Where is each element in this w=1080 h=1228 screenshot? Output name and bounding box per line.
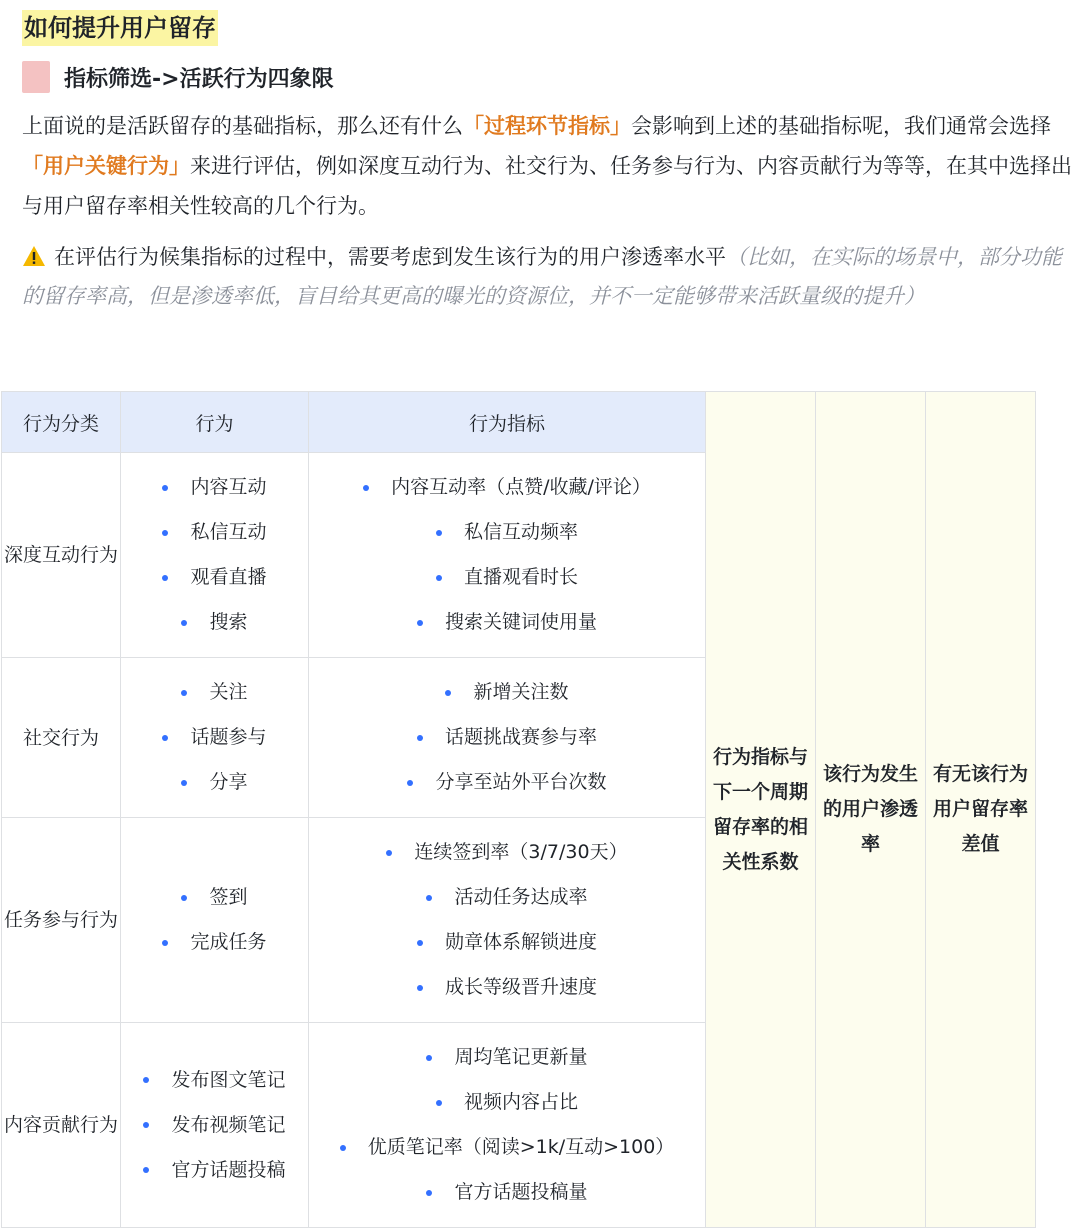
list-item: 分享至站外平台次数 <box>309 760 705 805</box>
merged-metric-cell: 该行为发生的用户渗透率 <box>816 392 926 1228</box>
behaviors-list <box>121 453 308 657</box>
note-text: 在评估行为候集指标的过程中，需要考虑到发生该行为的用户渗透率水平 <box>54 245 726 269</box>
list-item: 私信互动频率 <box>309 510 705 555</box>
paragraph-text-1: 上面说的是活跃留存的基础指标，那么还有什么 <box>22 114 463 138</box>
warning-note <box>22 238 1072 316</box>
category-cell: 任务参与行为 <box>2 818 121 1023</box>
metrics-cell <box>309 818 706 1023</box>
list-item: 发布视频笔记 <box>121 1103 308 1148</box>
list-item: 发布图文笔记 <box>121 1058 308 1103</box>
behaviors-cell <box>121 658 309 818</box>
list-item: 私信互动 <box>121 510 308 555</box>
paragraph-text-3: 来进行评估，例如深度互动行为、社交行为、任务参与行为、内容贡献行为等等，在其中选择出与用户留存率相关性较高的几个行为。 <box>22 154 1072 218</box>
list-item: 内容互动 <box>121 465 308 510</box>
heading-marker <box>22 61 50 93</box>
behaviors-cell <box>121 1023 309 1228</box>
list-item: 完成任务 <box>121 920 308 965</box>
highlight-key-behaviors: 「用户关键行为」 <box>22 154 190 178</box>
merged-metric-cell: 行为指标与下一个周期留存率的相关性系数 <box>706 392 816 1228</box>
behavior-table <box>1 391 1036 1228</box>
page-title: 如何提升用户留存 <box>22 10 218 46</box>
list-item: 分享 <box>121 760 308 805</box>
document <box>22 10 1072 316</box>
list-item: 签到 <box>121 875 308 920</box>
list-item: 搜索 <box>121 600 308 645</box>
metrics-cell <box>309 658 706 818</box>
metrics-cell <box>309 453 706 658</box>
list-item: 勋章体系解锁进度 <box>309 920 705 965</box>
section-heading <box>22 60 1072 94</box>
list-item: 周均笔记更新量 <box>309 1035 705 1080</box>
paragraph-text-2: 会影响到上述的基础指标呢，我们通常会选择 <box>631 114 1051 138</box>
table-header-cell: 行为 <box>121 392 309 453</box>
warning-icon <box>22 241 46 263</box>
category-cell: 内容贡献行为 <box>2 1023 121 1228</box>
behaviors-list <box>121 863 308 977</box>
highlight-process-metrics: 「过程环节指标」 <box>463 114 631 138</box>
list-item: 新增关注数 <box>309 670 705 715</box>
list-item: 官方话题投稿 <box>121 1148 308 1193</box>
metrics-list <box>309 1023 705 1227</box>
list-item: 内容互动率（点赞/收藏/评论） <box>309 465 705 510</box>
category-cell: 深度互动行为 <box>2 453 121 658</box>
list-item: 观看直播 <box>121 555 308 600</box>
note-example: （比如，在实际的场景中，部分功能的留存率高，但是渗透率低，盲目给其更高的曝光的资源位，并不一定能够带来活跃量级的提升） <box>22 245 1062 308</box>
list-item: 话题参与 <box>121 715 308 760</box>
category-cell: 社交行为 <box>2 658 121 818</box>
list-item: 连续签到率（3/7/30天） <box>309 830 705 875</box>
list-item: 话题挑战赛参与率 <box>309 715 705 760</box>
list-item: 成长等级晋升速度 <box>309 965 705 1010</box>
list-item: 搜索关键词使用量 <box>309 600 705 645</box>
merged-metric-cell: 有无该行为用户留存率差值 <box>926 392 1036 1228</box>
metrics-cell <box>309 1023 706 1228</box>
table-header-cell: 行为指标 <box>309 392 706 453</box>
list-item: 活动任务达成率 <box>309 875 705 920</box>
behaviors-list <box>121 1046 308 1205</box>
list-item: 关注 <box>121 670 308 715</box>
table-header-cell: 行为分类 <box>2 392 121 453</box>
metrics-list <box>309 658 705 817</box>
intro-paragraph <box>22 106 1072 226</box>
list-item: 直播观看时长 <box>309 555 705 600</box>
list-item: 优质笔记率（阅读>1k/互动>100） <box>309 1125 705 1170</box>
list-item: 视频内容占比 <box>309 1080 705 1125</box>
metrics-list <box>309 453 705 657</box>
behaviors-cell <box>121 818 309 1023</box>
behaviors-list <box>121 658 308 817</box>
table-header-row <box>2 392 1036 453</box>
metrics-list <box>309 818 705 1022</box>
list-item: 官方话题投稿量 <box>309 1170 705 1215</box>
behaviors-cell <box>121 453 309 658</box>
section-heading-text: 指标筛选->活跃行为四象限 <box>64 66 334 92</box>
